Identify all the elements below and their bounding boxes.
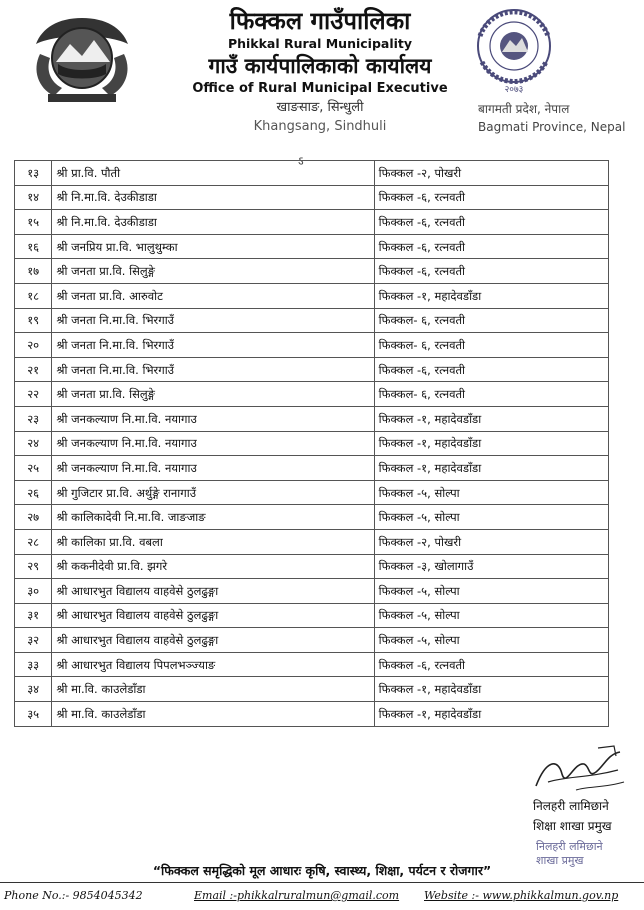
school-name: श्री जनता नि.मा.वि. भिरगाउँ — [52, 308, 374, 333]
school-address: फिक्कल- ६, रत्नवती — [374, 308, 608, 333]
school-address: फिक्कल -१, महादेवडाँडा — [374, 406, 608, 431]
school-address: फिक्कल -५, सोल्पा — [374, 480, 608, 505]
province-np: बागमती प्रदेश, नेपाल — [478, 102, 570, 116]
row-number: २९ — [15, 554, 52, 579]
table-row — [15, 702, 609, 727]
school-address: फिक्कल -२, पोखरी — [374, 529, 608, 554]
school-address: फिक्कल -६, रत्नवती — [374, 259, 608, 284]
stamp-post: शाखा प्रमुख — [536, 854, 584, 867]
school-name: श्री गुजिटार प्रा.वि. अर्थुङ्गे रानागाउँ — [52, 480, 374, 505]
school-address: फिक्कल- ६, रत्नवती — [374, 333, 608, 358]
table-row — [15, 677, 609, 702]
row-number: २४ — [15, 431, 52, 456]
row-number: १९ — [15, 308, 52, 333]
office-name-en: Office of Rural Municipal Executive — [192, 81, 448, 96]
school-name: श्री आधारभुत विद्यालय पिपलभञ्ज्याङ — [52, 652, 374, 677]
school-address: फिक्कल -५, सोल्पा — [374, 628, 608, 653]
footer-email[interactable]: Email :-phikkalruralmun@gmail.com — [194, 889, 400, 902]
school-name: श्री जनता नि.मा.वि. भिरगाउँ — [52, 333, 374, 358]
school-name: श्री जनकल्याण नि.मा.वि. नयागाउ — [52, 456, 374, 481]
school-address: फिक्कल -१, महादेवडाँडा — [374, 283, 608, 308]
school-address: फिक्कल -६, रत्नवती — [374, 652, 608, 677]
school-address: फिक्कल -५, सोल्पा — [374, 505, 608, 530]
school-name: श्री नि.मा.वि. देउकीडाडा — [52, 210, 374, 235]
row-number: १६ — [15, 234, 52, 259]
row-number: १५ — [15, 210, 52, 235]
school-name: श्री जनप्रिय प्रा.वि. भालुथुम्का — [52, 234, 374, 259]
row-number: ३४ — [15, 677, 52, 702]
table-row — [15, 505, 609, 530]
row-number: २१ — [15, 357, 52, 382]
school-name: श्री प्रा.वि. पौती — [52, 161, 374, 186]
office-heading — [150, 6, 490, 136]
table-row — [15, 529, 609, 554]
table-row — [15, 579, 609, 604]
school-name: श्री जनकल्याण नि.मा.वि. नयागाउ — [52, 431, 374, 456]
table-row — [15, 185, 609, 210]
school-name: श्री जनकल्याण नि.मा.वि. नयागाउ — [52, 406, 374, 431]
table-row — [15, 603, 609, 628]
school-address: फिक्कल -६, रत्नवती — [374, 210, 608, 235]
table-row — [15, 480, 609, 505]
school-name: श्री नि.मा.वि. देउकीडाडा — [52, 185, 374, 210]
municipality-name-np: फिक्कल गाउँपालिका — [229, 7, 411, 35]
school-name: श्री जनता नि.मा.वि. भिरगाउँ — [52, 357, 374, 382]
handwritten-signature-icon — [528, 742, 628, 798]
school-name: श्री जनता प्रा.वि. आरुवोट — [52, 283, 374, 308]
school-name: श्री ककनीदेवी प्रा.वि. झगरे — [52, 554, 374, 579]
location-en: Khangsang, Sindhuli — [253, 119, 387, 134]
school-address: फिक्कल -५, सोल्पा — [374, 603, 608, 628]
row-number: २२ — [15, 382, 52, 407]
province-en: Bagmati Province, Nepal — [478, 120, 626, 134]
row-number: १७ — [15, 259, 52, 284]
table-row — [15, 652, 609, 677]
table-row — [15, 234, 609, 259]
school-name: श्री आधारभुत विद्यालय वाहवेसे ठुलढुङ्गा — [52, 603, 374, 628]
table-row — [15, 456, 609, 481]
row-number: २० — [15, 333, 52, 358]
school-address: फिक्कल -६, रत्नवती — [374, 357, 608, 382]
school-address: फिक्कल- ६, रत्नवती — [374, 382, 608, 407]
letterhead — [0, 0, 644, 160]
school-table — [14, 160, 609, 727]
table-row — [15, 259, 609, 284]
table-row — [15, 431, 609, 456]
signatory-name: निलहरी लामिछाने — [533, 799, 609, 813]
school-name: श्री जनता प्रा.वि. सिलुङ्गे — [52, 382, 374, 407]
municipality-name-en: Phikkal Rural Municipality — [227, 36, 413, 51]
table-row — [15, 406, 609, 431]
footer-website[interactable]: Website :- www.phikkalmun.gov.np — [424, 889, 619, 902]
row-number: ३० — [15, 579, 52, 604]
table-row — [15, 161, 609, 186]
table-row — [15, 628, 609, 653]
school-table-body — [15, 161, 609, 727]
row-number: २७ — [15, 505, 52, 530]
province-block — [478, 100, 644, 136]
table-row — [15, 308, 609, 333]
row-number: १४ — [15, 185, 52, 210]
school-name: श्री आधारभुत विद्यालय वाहवेसे ठुलढुङ्गा — [52, 628, 374, 653]
row-number: २५ — [15, 456, 52, 481]
row-number: २६ — [15, 480, 52, 505]
school-name: श्री आधारभुत विद्यालय वाहवेसे ठुलढुङ्गा — [52, 579, 374, 604]
table-row — [15, 210, 609, 235]
stamp-name: निलहरी लमिछाने — [536, 840, 603, 853]
row-number: २३ — [15, 406, 52, 431]
school-address: फिक्कल -१, महादेवडाँडा — [374, 456, 608, 481]
school-name: श्री जनता प्रा.वि. सिलुङ्गे — [52, 259, 374, 284]
seal-year: २०७३ — [504, 85, 524, 95]
municipal-slogan: “फिक्कल समृद्धिको मूल आधारः कृषि, स्वास्थ्य, शिक्षा, पर्यटन र रोजगार” — [152, 863, 492, 878]
school-name: श्री मा.वि. काउलेडाँडा — [52, 702, 374, 727]
table-row — [15, 333, 609, 358]
page-mark: ऽ — [298, 154, 304, 168]
row-number: ३५ — [15, 702, 52, 727]
row-number: १३ — [15, 161, 52, 186]
school-address: फिक्कल -३, खोलागाउँ — [374, 554, 608, 579]
office-name-np: गाउँ कार्यपालिकाको कार्यालय — [208, 54, 432, 78]
row-number: ३१ — [15, 603, 52, 628]
school-name: श्री कालिका प्रा.वि. वबला — [52, 529, 374, 554]
school-address: फिक्कल -५, सोल्पा — [374, 579, 608, 604]
location-np: खाङसाङ, सिन्धुली — [276, 100, 364, 115]
school-name: श्री कालिकादेवी नि.मा.वि. जाङजाङ — [52, 505, 374, 530]
row-number: २८ — [15, 529, 52, 554]
school-name: श्री मा.वि. काउलेडाँडा — [52, 677, 374, 702]
school-address: फिक्कल -२, पोखरी — [374, 161, 608, 186]
table-row — [15, 283, 609, 308]
nepal-emblem-icon — [28, 14, 136, 106]
school-address: फिक्कल -१, महादेवडाँडा — [374, 677, 608, 702]
row-number: ३२ — [15, 628, 52, 653]
table-row — [15, 357, 609, 382]
footer-divider — [0, 882, 644, 883]
school-address: फिक्कल -१, महादेवडाँडा — [374, 702, 608, 727]
signatory-post: शिक्षा शाखा प्रमुख — [533, 819, 612, 833]
row-number: ३३ — [15, 652, 52, 677]
school-address: फिक्कल -१, महादेवडाँडा — [374, 431, 608, 456]
row-number: १८ — [15, 283, 52, 308]
school-address: फिक्कल -६, रत्नवती — [374, 234, 608, 259]
footer-phone: Phone No.:- 9854045342 — [4, 889, 143, 902]
table-row — [15, 382, 609, 407]
table-row — [15, 554, 609, 579]
school-address: फिक्कल -६, रत्नवती — [374, 185, 608, 210]
